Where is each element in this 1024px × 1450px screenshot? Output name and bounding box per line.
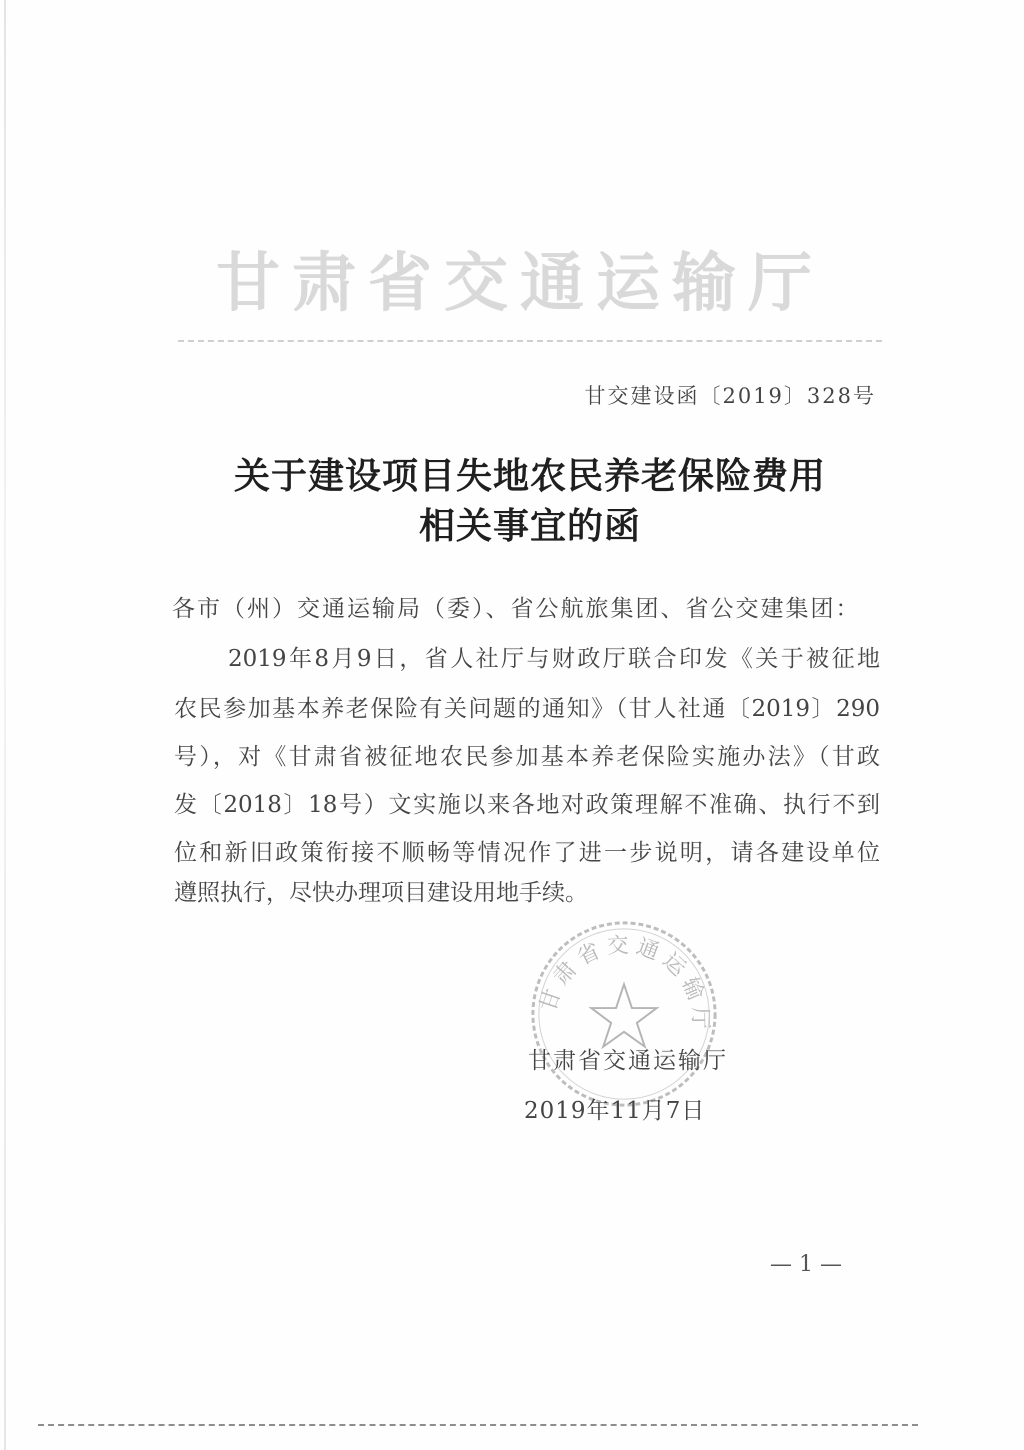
body-line: 遵照执行，尽快办理项目建设用地手续。	[174, 880, 588, 906]
issuer-signature: 甘肃省交通运输厅	[528, 1048, 728, 1074]
body-line: 发〔2018〕18号）文实施以来各地对政策理解不准确、执行不到	[174, 792, 880, 818]
body-line: 位和新旧政策衔接不顺畅等情况作了进一步说明，请各建设单位	[174, 840, 880, 866]
seal-star-icon	[591, 984, 656, 1046]
header-divider	[178, 340, 882, 342]
document-title-line-1: 关于建设项目失地农民养老保险费用	[233, 455, 826, 497]
document-title-line-2: 相关事宜的函	[418, 505, 641, 547]
salutation: 各市（州）交通运输局（委）、省公航旅集团、省公交建集团：	[172, 596, 861, 622]
body-line: 号），对《甘肃省被征地农民参加基本养老保险实施办法》（甘政	[174, 744, 880, 770]
org-header: 甘肃省交通运输厅	[216, 247, 824, 321]
official-seal-stamp	[525, 915, 723, 1113]
footer-divider	[38, 1424, 918, 1426]
seal-text: 甘肃省交通运输厅	[535, 933, 713, 1036]
body-line: 农民参加基本养老保险有关问题的通知》（甘人社通〔2019〕290	[174, 696, 880, 722]
issue-date: 2019年11月7日	[524, 1098, 706, 1124]
page-number: — 1 —	[770, 1252, 842, 1277]
document-number: 甘交建设函〔2019〕328号	[584, 384, 876, 408]
scan-edge	[4, 0, 6, 1450]
body-line: 2019年8月9日，省人社厅与财政厅联合印发《关于被征地	[228, 646, 880, 672]
